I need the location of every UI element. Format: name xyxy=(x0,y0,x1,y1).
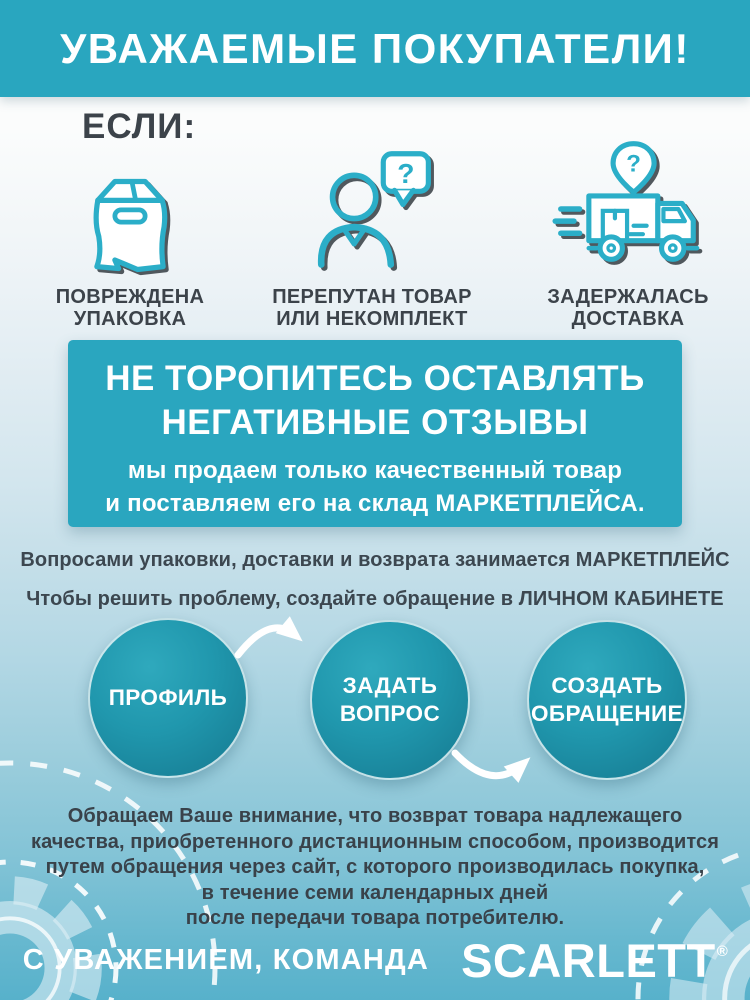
svg-text:?: ? xyxy=(626,150,642,178)
signature-text: С УВАЖЕНИЕМ, КОМАНДА xyxy=(22,943,430,976)
notice-title: НЕ ТОРОПИТЕСЬ ОСТАВЛЯТЬ НЕГАТИВНЫЕ ОТЗЫВЫ xyxy=(105,359,645,442)
curved-arrow-icon xyxy=(238,628,295,655)
step-arrows xyxy=(0,600,750,800)
notice-subtitle: мы продаем только качественный товар и поставляем его на склад МАРКЕТПЛЕЙСА. xyxy=(105,457,645,517)
info-line-marketplace: Вопросами упаковки, доставки и возврата занимается МАРКЕТПЛЕЙС xyxy=(20,549,730,571)
svg-text:?: ? xyxy=(397,156,415,189)
brand-logo: SCARLETT® xyxy=(461,933,729,987)
registered-mark: ® xyxy=(716,942,729,960)
step-create-request: СОЗДАТЬ ОБРАЩЕНИЕ xyxy=(527,620,687,780)
issue-delayed-delivery xyxy=(508,130,748,330)
issue-label: ПОВРЕЖДЕНА УПАКОВКА xyxy=(55,286,205,330)
issue-wrong-item xyxy=(252,130,492,330)
step-ask-question: ЗАДАТЬ ВОПРОС xyxy=(310,620,470,780)
damaged-package-icon xyxy=(84,130,176,286)
issue-damaged-packaging xyxy=(10,130,250,330)
issue-label: ПЕРЕПУТАН ТОВАР ИЛИ НЕКОМПЛЕКТ xyxy=(272,286,472,330)
notice-box xyxy=(68,340,682,527)
info-line-account: Чтобы решить проблему, создайте обращение в ЛИЧНОМ КАБИНЕТЕ xyxy=(26,587,724,610)
curved-arrow-icon xyxy=(455,753,523,776)
footer xyxy=(0,928,750,992)
header-banner xyxy=(0,0,750,97)
if-label: ЕСЛИ: xyxy=(82,107,197,146)
delayed-delivery-truck-icon xyxy=(551,130,705,286)
page-title: УВАЖАЕМЫЕ ПОКУПАТЕЛИ! xyxy=(60,24,690,72)
person-question-icon xyxy=(310,130,434,286)
return-policy-text: Обращаем Ваше внимание, что возврат товара надлежащего качества, приобретенного дистанционным способом, производится путем обращения через сайт, с которого производилась покупка, в течение семи календарных дней после передачи товара потребителю. xyxy=(30,805,720,930)
step-profile: ПРОФИЛЬ xyxy=(88,618,248,778)
issue-label: ЗАДЕРЖАЛАСЬ ДОСТАВКА xyxy=(547,286,709,330)
